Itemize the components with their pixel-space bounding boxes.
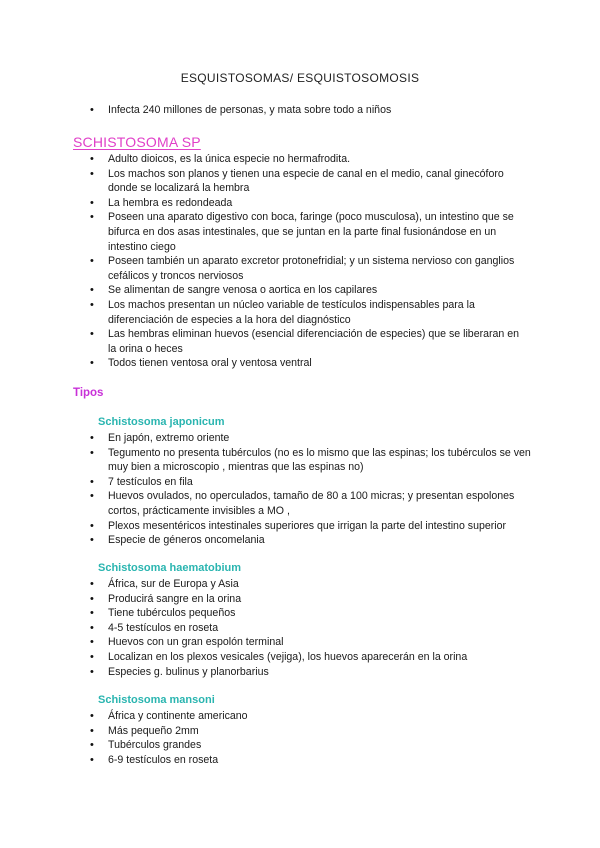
list-item: • Infecta 240 millones de personas, y mata sobre todo a niños xyxy=(90,103,530,118)
list-item: • Producirá sangre en la orina xyxy=(90,592,535,607)
list-item: • Tiene tubérculos pequeños xyxy=(90,606,535,621)
schistosoma-heading: SCHISTOSOMA SP xyxy=(73,134,201,150)
list-item: • Especie de géneros oncomelania xyxy=(90,533,535,548)
list-item: • África y continente americano xyxy=(90,709,535,724)
list-item: • La hembra es redondeada xyxy=(90,196,530,211)
list-item: • 7 testículos en fila xyxy=(90,475,535,490)
list-item: • Más pequeño 2mm xyxy=(90,724,535,739)
list-item: • Adulto dioicos, es la única especie no hermafrodita. xyxy=(90,152,530,167)
mansoni-heading: Schistosoma mansoni xyxy=(98,694,215,706)
list-item: • Tubérculos grandes xyxy=(90,738,535,753)
list-item: • Los machos son planos y tienen una especie de canal en el medio, canal ginecóforo donde se localizará la hembra xyxy=(90,167,530,196)
list-item: • Las hembras eliminan huevos (esencial diferenciación de especies) que se liberaran en la orina o heces xyxy=(90,327,530,356)
list-item: • Poseen también un aparato excretor protonefridial; y un sistema nervioso con ganglios cefálicos y troncos nerviosos xyxy=(90,254,530,283)
japonicum-heading: Schistosoma japonicum xyxy=(98,416,225,428)
japonicum-list xyxy=(90,431,535,548)
list-item: • Especies g. bulinus y planorbarius xyxy=(90,665,535,680)
list-item: • 6-9 testículos en roseta xyxy=(90,753,535,768)
mansoni-list xyxy=(90,709,535,767)
intro-list xyxy=(90,103,530,118)
list-item: • Localizan en los plexos vesicales (vejiga), los huevos aparecerán en la orina xyxy=(90,650,535,665)
list-item: • África, sur de Europa y Asia xyxy=(90,577,535,592)
list-item: • Huevos con un gran espolón terminal xyxy=(90,635,535,650)
list-item: • Todos tienen ventosa oral y ventosa ventral xyxy=(90,356,530,371)
list-item: • Plexos mesentéricos intestinales superiores que irrigan la parte del intestino superior xyxy=(90,519,535,534)
document-title: ESQUISTOSOMAS/ ESQUISTOSOMOSIS xyxy=(180,71,420,85)
haematobium-list xyxy=(90,577,535,679)
schistosoma-list xyxy=(90,152,530,371)
list-item: • Se alimentan de sangre venosa o aortica en los capilares xyxy=(90,283,530,298)
list-item: • Tegumento no presenta tubérculos (no es lo mismo que las espinas; los tubérculos se ven muy bien a microscopio , mientras que las espinas no) xyxy=(90,446,535,475)
tipos-heading: Tipos xyxy=(73,387,104,399)
haematobium-heading: Schistosoma haematobium xyxy=(98,562,242,574)
list-item: • En japón, extremo oriente xyxy=(90,431,535,446)
list-item: • Huevos ovulados, no operculados, tamaño de 80 a 100 micras; y presentan espolones cortos, prácticamente invisibles a MO , xyxy=(90,489,535,518)
list-item: • 4-5 testículos en roseta xyxy=(90,621,535,636)
list-item: • Los machos presentan un núcleo variable de testículos indispensables para la diferenciación de especies a la hora del diagnóstico xyxy=(90,298,530,327)
list-item: • Poseen una aparato digestivo con boca, faringe (poco musculosa), un intestino que se bifurca en dos asas intestinales, que se juntan en la parte final fusionándose en un intestino ciego xyxy=(90,210,530,254)
